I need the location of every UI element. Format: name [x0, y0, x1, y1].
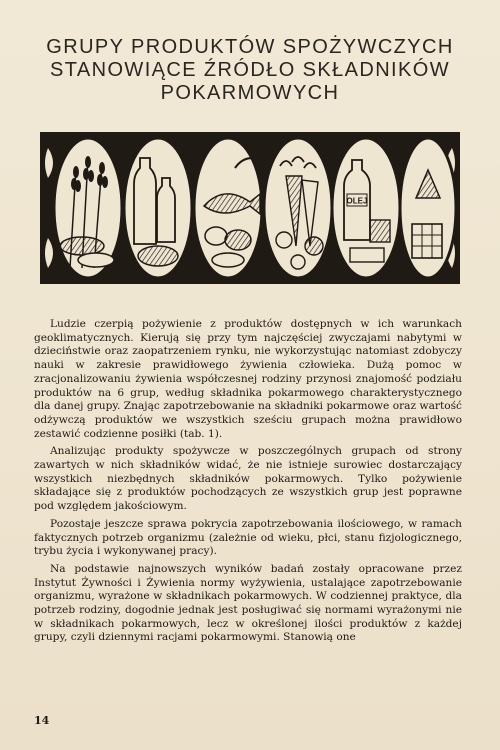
oval-grains: [54, 138, 122, 278]
paragraph: Pozostaje jeszcze sprawa pokrycia zapotrzebowania ilościowego, w ramach faktycznych potrzeb organizmu (zależnie od wieku, płci, stanu fizjologicznego, trybu życia i wykonywanej pracy).: [34, 517, 462, 558]
page-title: [20, 36, 480, 105]
oval-meat-fish: [194, 138, 262, 278]
oval-sweets: [400, 138, 456, 278]
title-line: GRUPY PRODUKTÓW SPOŻYWCZYCH: [46, 36, 454, 58]
paragraph: Analizując produkty spożywcze w poszczególnych grupach od strony zawartych w nich składników widać, że nie istnieje surowiec dostarczający wszystkich niezbędnych składników pokarmowych. Tylko pożywienie składające się z produktów pochodzących ze wszystkich grup jest poprawne pod względem jakościowym.: [34, 445, 462, 513]
oval-oil: [332, 138, 400, 278]
bottle-label: OLEJ: [346, 196, 368, 206]
paragraph: Na podstawie najnowszych wyników badań zostały opracowane przez Instytut Żywności i Żywienia normy wyżywienia, ustalające zapotrzebowanie organizmu, wyrażone w składnikach pokarmowych. W codziennej praktyce, dla potrzeb rodziny, dogodnie jednak jest posługiwać się normami wyrażonymi nie w składnikach pokarmowych, lecz w określonej ilości produktów z każdej grupy, czyli dziennymi racjami pokarmowymi. Stanowią one: [34, 562, 462, 644]
page-number: 14: [34, 714, 50, 727]
oval-milk: [124, 138, 192, 278]
body-text: [34, 318, 462, 649]
paragraph: Ludzie czerpią pożywienie z produktów dostępnych w ich warunkach geoklimatycznych. Kierują się przy tym najczęściej zwyczajami nabytymi w dzieciństwie oraz zaopatrzeniem rynku, nie wykorzystując natomiast zdobyczy nauki w zakresie prawidłowego żywienia człowieka. Dużą pomoc w zracjonalizowaniu żywienia współczesnej rodziny przynosi znajomość podziału produktów na 6 grup, według składnika pokarmowego charakterystycznego dla danej grupy. Znając zapotrzebowanie na składniki pokarmowe oraz wartość odżywczą produktów we wszystkich sześciu grupach można prawidłowo zestawić codzienne posiłki (tab. 1).: [34, 318, 462, 440]
title-line: STANOWIĄCE ŹRÓDŁO SKŁADNIKÓW: [50, 59, 450, 81]
food-groups-illustration: [40, 128, 460, 288]
title-line: POKARMOWYCH: [160, 82, 340, 104]
oval-vegetables: [264, 138, 332, 278]
